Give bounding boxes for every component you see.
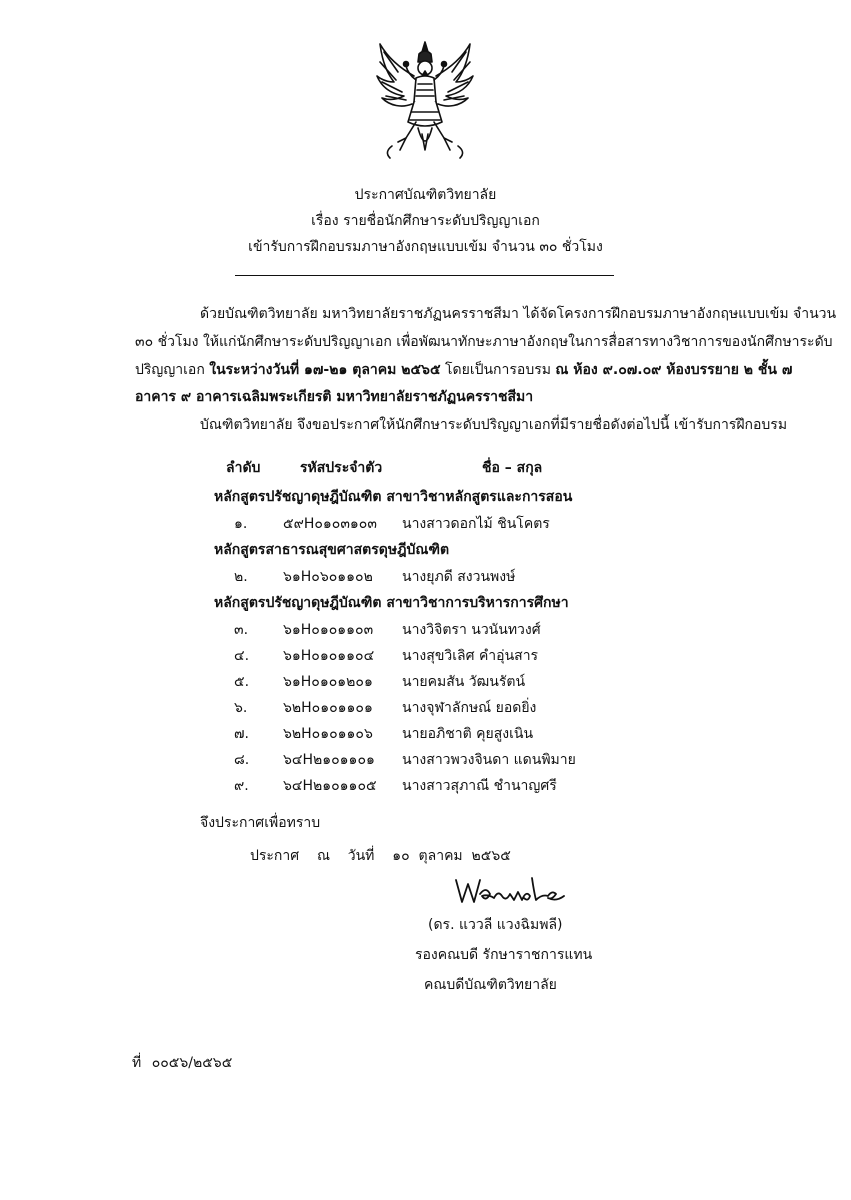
row-full-name: นายคมสัน วัฒนรัตน์ (402, 674, 526, 690)
header-student-id: รหัสประจำตัว (300, 460, 383, 476)
row-student-id: ๖๑H๐๑๐๑๑๐๔ (283, 648, 375, 664)
subject-text: รายชื่อนักศึกษาระดับปริญญาเอก (343, 213, 540, 229)
body-paragraph-line-2: ๓๐ ชั่วโมง ให้แก่นักศึกษาระดับปริญญาเอก เพื่อพัฒนาทักษะภาษาอังกฤษในการสื่อสารทางวิชาการของนักศึกษาระดับ (135, 334, 833, 350)
row-no: ๗. (234, 726, 249, 742)
body-paragraph-line-4: อาคาร ๙ อาคารเฉลิมพระเกียรติ มหาวิทยาลัยราชภัฏนครราชสีมา (135, 389, 534, 405)
reference-number (132, 1052, 232, 1074)
row-no: ๙. (234, 778, 249, 794)
reference-value: ๐๐๕๖/๒๕๖๕ (151, 1055, 233, 1071)
handwritten-signature (452, 872, 570, 908)
subject-line-1 (0, 210, 851, 232)
signatory-position-2: คณบดีบัณฑิตวิทยาลัย (424, 977, 557, 993)
training-note: โดยเป็นการอบรม (445, 362, 551, 378)
training-room: ณ ห้อง ๙.๐๗.๐๙ ห้องบรรยาย ๒ ชั้น ๗ (555, 362, 793, 378)
row-student-id: ๖๒H๐๑๐๑๑๐๖ (283, 726, 373, 742)
level-text: ปริญญาเอก (135, 362, 205, 378)
signatory-position-1: รองคณบดี รักษาราชการแทน (415, 947, 593, 963)
row-student-id: ๖๑H๐๑๐๑๒๐๑ (283, 674, 373, 690)
row-no: ๑. (234, 516, 248, 532)
row-full-name: นางวิจิตรา นวนันทวงศ์ (402, 622, 541, 638)
row-no: ๕. (234, 674, 250, 690)
row-full-name: นางสุขวิเลิศ คำอุ่นสาร (402, 648, 539, 664)
garuda-emblem-icon (372, 38, 478, 162)
row-full-name: นางจุฬาลักษณ์ ยอดยิ่ง (402, 700, 537, 716)
body-paragraph-line-3 (135, 359, 792, 381)
header-full-name: ชื่อ – สกุล (482, 460, 543, 476)
reference-label: ที่ (132, 1055, 142, 1071)
announcement-page: ประกาศบัณฑิตวิทยาลัย เรื่อง รายชื่อนักศึกษาระดับปริญญาเอก เข้ารับการฝึกอบรมภาษาอังกฤษแบบเข้ม จำนวน ๓๐ ชั่วโมง ด้วยบัณฑิตวิทยาลัย มหาวิทยาลัยราชภัฏนครราชสีมา ได้จัดโครงการฝึกอบรมภาษาอังกฤษแบบเข้ม จำนวน ๓๐ ชั่วโมง ให้แก่นักศึกษาระดับปริญญาเอก เพื่อพัฒนาทักษะภาษาอังกฤษในการสื่อสารทางวิชาการของนักศึกษาระดับ ปริญญาเอก ในระหว่างวันที่ ๑๗-๒๑ ตุลาคม ๒๕๖๕ โดยเป็นการอบรม ณ ห้อง ๙.๐๗.๐๙ ห้องบรรยาย ๒ ชั้น ๗ อาคาร ๙ อาคารเฉลิมพระเกียรติ มหาวิทยาลัยราชภัฏนครราชสีมา บัณฑิตวิทยาลัย จึงขอประกาศให้นักศึกษาระดับปริญญาเอกที่มีรายชื่อดังต่อไปนี้ เข้ารับการฝึกอบรม ลำดับ รหัสประจำตัว ชื่อ – สกุล หลักสูตรปรัชญาดุษฎีบัณฑิต สาขาวิชาหลักสูตรและการสอน ๑. ๕๙H๐๑๐๓๑๐๓ นางสาวดอกไม้ ชินโคตร หลักสูตรสาธารณสุขศาสตรดุษฎีบัณฑิต ๒. ๖๑H๐๖๐๑๑๐๒ นางยุภดี สงวนพงษ์ หลักสูตรปรัชญาดุษฎีบัณฑิต สาขาวิชาการบริหารการศึกษา ๓. ๖๑H๐๑๐๑๑๐๓ นางวิจิตรา นวนันทวงศ์ ๔. ๖๑H๐๑๐๑๑๐๔ นางสุขวิเลิศ คำอุ่นสาร ๕. ๖๑H๐๑๐๑๒๐๑ นายคมสัน วัฒนรัตน์ ๖. ๖๒H๐๑๐๑๑๐๑ นางจุฬาลักษณ์ ยอดยิ่ง ๗. ๖๒H๐๑๐๑๑๐๖ นายอภิชาติ คุยสูงเนิน ๘. ๖๔H๒๑๐๑๑๐๑ นางสาวพวงจินดา แดนพิมาย ๙. ๖๔H๒๑๐๑๑๐๕ นางสาวสุภาณี ชำนาญศรี จึงประกาศเพื่อทราบ ประกาศ ณ วันที่ ๑๐ ตุลาคม ๒๕๖๕ (ดร. แววลี แวงฉิมพลี) รองคณบดี รักษาราชการแทน คณบดีบัณฑิตวิทยาลัย ที่ ๐๐๕๖/๒๕๖๕ (0, 0, 851, 1200)
row-full-name: นางสาวดอกไม้ ชินโคตร (402, 516, 550, 532)
header-divider (235, 275, 614, 276)
announcement-date: ประกาศ ณ วันที่ ๑๐ ตุลาคม ๒๕๖๕ (250, 848, 511, 864)
header-no: ลำดับ (226, 460, 261, 476)
row-student-id: ๖๔H๒๑๐๑๑๐๕ (283, 778, 377, 794)
row-no: ๖. (234, 700, 248, 716)
issuer-title: ประกาศบัณฑิตวิทยาลัย (354, 187, 497, 203)
row-full-name: นางยุภดี สงวนพงษ์ (402, 569, 516, 585)
row-student-id: ๖๑H๐๑๐๑๑๐๓ (283, 622, 374, 638)
subject-line-2: เข้ารับการฝึกอบรมภาษาอังกฤษแบบเข้ม จำนวน ๓๐ ชั่วโมง (248, 239, 603, 255)
body-paragraph-line-1: ด้วยบัณฑิตวิทยาลัย มหาวิทยาลัยราชภัฏนครราชสีมา ได้จัดโครงการฝึกอบรมภาษาอังกฤษแบบเข้ม จำนวน (200, 306, 837, 322)
row-full-name: นางสาวสุภาณี ชำนาญศรี (402, 778, 557, 794)
subject-label: เรื่อง (311, 213, 339, 229)
row-student-id: ๕๙H๐๑๐๓๑๐๓ (283, 516, 377, 532)
row-full-name: นายอภิชาติ คุยสูงเนิน (402, 726, 534, 742)
body-paragraph-2: บัณฑิตวิทยาลัย จึงขอประกาศให้นักศึกษาระดับปริญญาเอกที่มีรายชื่อดังต่อไปนี้ เข้ารับการฝึกอบรม (200, 417, 788, 433)
row-no: ๒. (234, 569, 248, 585)
row-full-name: นางสาวพวงจินดา แดนพิมาย (402, 752, 576, 768)
row-student-id: ๖๑H๐๖๐๑๑๐๒ (283, 569, 373, 585)
row-no: ๔. (234, 648, 250, 664)
row-student-id: ๖๒H๐๑๐๑๑๐๑ (283, 700, 373, 716)
closing-announce: จึงประกาศเพื่อทราบ (200, 815, 321, 831)
signatory-name: (ดร. แววลี แวงฉิมพลี) (428, 917, 563, 933)
row-no: ๘. (234, 752, 250, 768)
training-dates: ในระหว่างวันที่ ๑๗-๒๑ ตุลาคม ๒๕๖๕ (209, 362, 441, 378)
row-no: ๓. (234, 622, 249, 638)
row-student-id: ๖๔H๒๑๐๑๑๐๑ (283, 752, 375, 768)
